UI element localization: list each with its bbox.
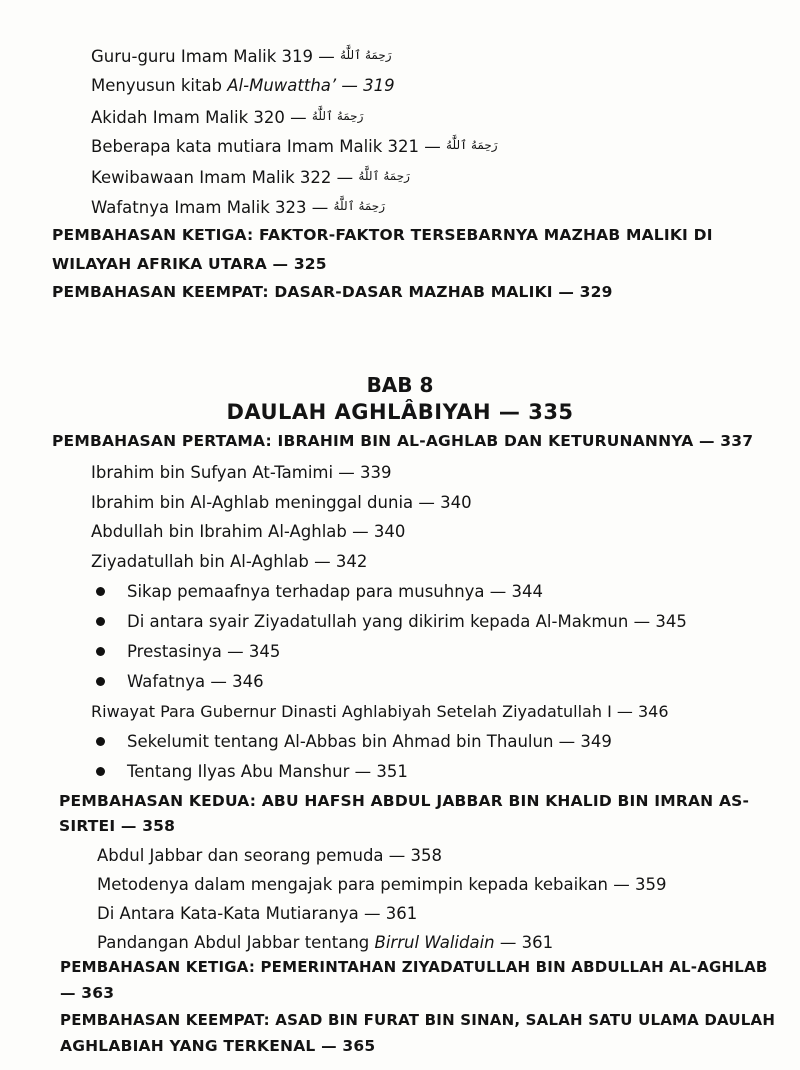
section-heading: PEMBAHASAN KEDUA: ABU HAFSH ABDUL JABBAR BIN KHALID BIN IMRAN AS-: [59, 792, 750, 810]
chapter-title: DAULAH AGHLÂBIYAH — 335: [226, 400, 574, 424]
bullet-item: Sekelumit tentang Al-Abbas bin Ahmad bin Thaulun — 349: [96, 731, 612, 753]
bullet-item: Di antara syair Ziyadatullah yang dikirim kepada Al-Makmun — 345: [96, 611, 687, 633]
bullet-icon: [96, 767, 105, 776]
chapter-number: BAB 8: [366, 373, 434, 397]
bullet-icon: [96, 677, 105, 686]
section-heading: PEMBAHASAN PERTAMA: IBRAHIM BIN AL-AGHLAB DAN KETURUNANNYA — 337: [52, 432, 754, 450]
toc-entry: Guru-guru Imam Malik رَحِمَهُ ٱللَّٰهُ — 319: [91, 47, 392, 66]
section-heading: PEMBAHASAN KETIGA: PEMERINTAHAN ZIYADATULLAH BIN ABDULLAH AL-AGHLAB: [60, 958, 768, 976]
toc-entry: Abdul Jabbar dan seorang pemuda — 358: [97, 846, 443, 865]
toc-entry: Beberapa kata mutiara Imam Malik رَحِمَهُ ٱللَّٰهُ — 321: [91, 137, 498, 156]
section-heading-cont: — 363: [60, 984, 115, 1002]
toc-entry: Abdullah bin Ibrahim Al-Aghlab — 340: [91, 522, 406, 541]
toc-entry: Metodenya dalam mengajak para pemimpin kepada kebaikan — 359: [97, 875, 667, 894]
toc-entry: Pandangan Abdul Jabbar tentang Birrul Walidain — 361: [97, 933, 554, 952]
toc-entry: Menyusun kitab Al-Muwattha’ — 319: [91, 76, 395, 95]
section-heading: PEMBAHASAN KEEMPAT: DASAR-DASAR MAZHAB MALIKI — 329: [52, 283, 613, 301]
bullet-item: Sikap pemaafnya terhadap para musuhnya — 344: [96, 581, 543, 603]
bullet-item: Prestasinya — 345: [96, 641, 280, 663]
toc-entry: Riwayat Para Gubernur Dinasti Aghlabiyah Setelah Ziyadatullah I — 346: [91, 702, 669, 721]
section-heading: PEMBAHASAN KEEMPAT: ASAD BIN FURAT BIN SINAN, SALAH SATU ULAMA DAULAH: [60, 1011, 776, 1029]
toc-entry: Akidah Imam Malik رَحِمَهُ ٱللَّٰهُ — 320: [91, 108, 364, 127]
toc-entry: Ibrahim bin Sufyan At-Tamimi — 339: [91, 463, 392, 482]
honorific-glyph: رَحِمَهُ ٱللَّٰهُ: [311, 109, 364, 123]
toc-entry: Ibrahim bin Al-Aghlab meninggal dunia — 340: [91, 493, 472, 512]
honorific-glyph: رَحِمَهُ ٱللَّٰهُ: [446, 138, 498, 152]
bullet-item: Tentang Ilyas Abu Manshur — 351: [96, 761, 408, 783]
toc-entry: Di Antara Kata-Kata Mutiaranya — 361: [97, 904, 418, 923]
section-heading-cont: SIRTEI — 358: [59, 817, 176, 835]
honorific-glyph: رَحِمَهُ ٱللَّٰهُ: [340, 48, 392, 62]
section-heading: PEMBAHASAN KETIGA: FAKTOR-FAKTOR TERSEBARNYA MAZHAB MALIKI DI: [52, 226, 713, 244]
section-heading-cont: WILAYAH AFRIKA UTARA — 325: [52, 255, 327, 273]
bullet-item: Wafatnya — 346: [96, 671, 264, 693]
section-heading-cont: AGHLABIAH YANG TERKENAL — 365: [60, 1037, 376, 1055]
bullet-icon: [96, 647, 105, 656]
toc-entry: Kewibawaan Imam Malik رَحِمَهُ ٱللَّٰهُ — 322: [91, 168, 410, 187]
toc-entry: Ziyadatullah bin Al-Aghlab — 342: [91, 552, 368, 571]
bullet-icon: [96, 617, 105, 626]
bullet-icon: [96, 587, 105, 596]
bullet-icon: [96, 737, 105, 746]
toc-entry: Wafatnya Imam Malik رَحِمَهُ ٱللَّٰهُ — 323: [91, 198, 386, 217]
honorific-glyph: رَحِمَهُ ٱللَّٰهُ: [333, 199, 386, 213]
honorific-glyph: رَحِمَهُ ٱللَّٰهُ: [358, 169, 410, 183]
